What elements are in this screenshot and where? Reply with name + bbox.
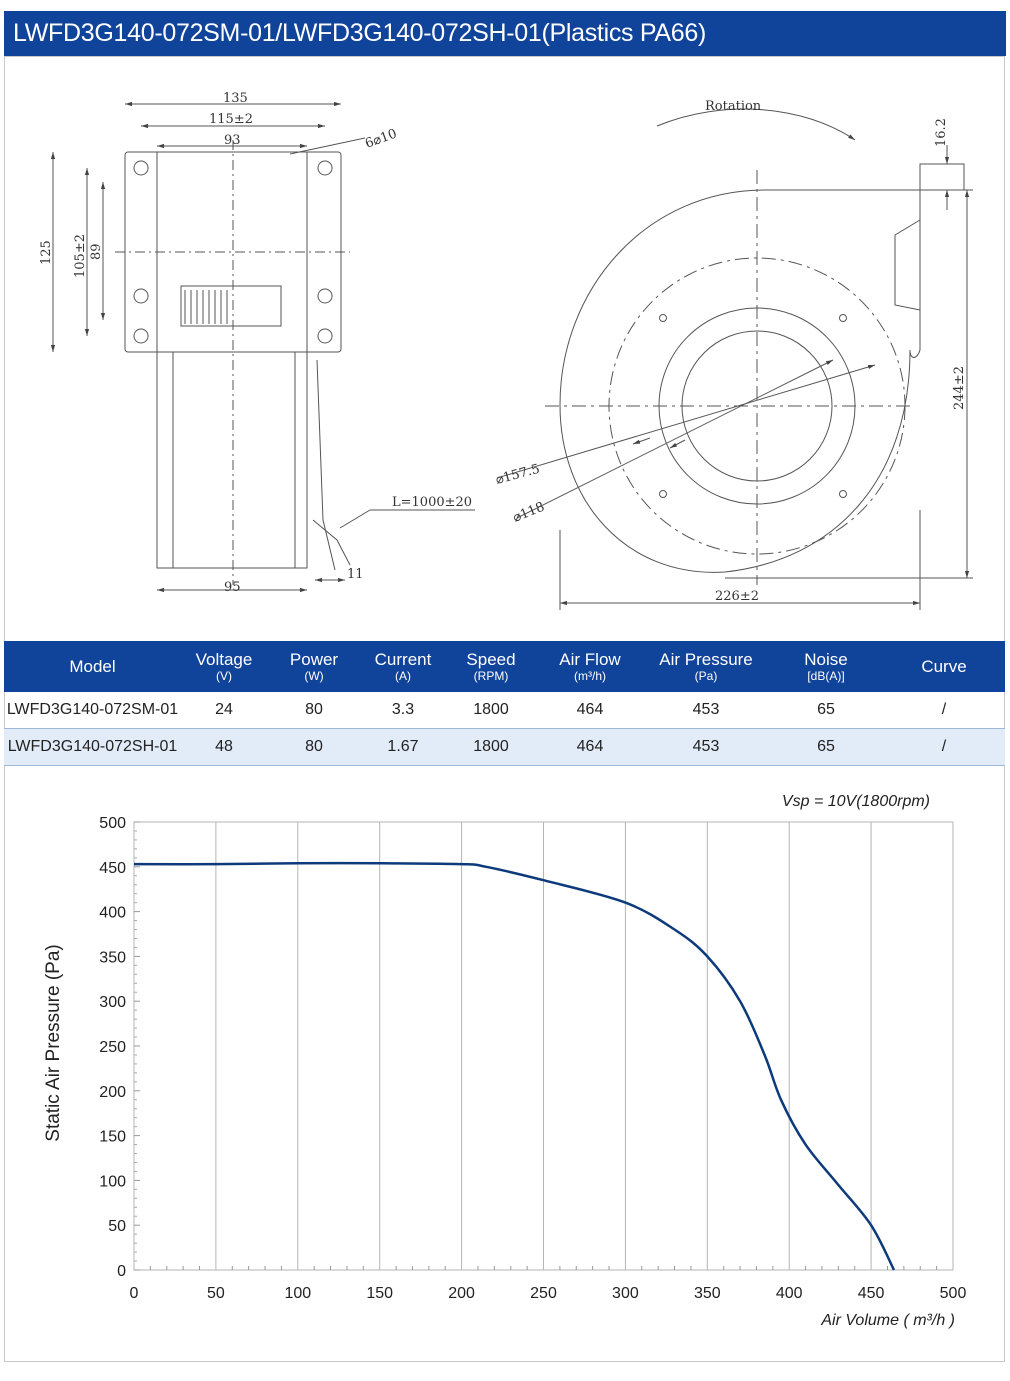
dim-226: 226±2 (715, 589, 759, 604)
front-view (53, 104, 475, 590)
cell-power: 80 (305, 701, 323, 718)
x-tick-label: 300 (612, 1285, 639, 1302)
cell-speed: 1800 (445, 729, 537, 766)
y-tick-label: 200 (99, 1083, 126, 1101)
dim-125: 125 (39, 240, 54, 265)
dim-11: 11 (347, 567, 364, 582)
x-tick-label: 200 (448, 1285, 475, 1302)
cell-airpressure: 453 (643, 729, 769, 766)
col-noise: Noise [dB(A)] (769, 641, 883, 692)
y-tick-label: 300 (99, 994, 126, 1012)
col-airflow: Air Flow (m³/h) (537, 641, 643, 692)
col-voltage: Voltage (V) (181, 641, 267, 692)
chart-title: Vsp = 10V(1800rpm) (781, 793, 930, 810)
table-row (4, 729, 1005, 766)
cell-power: 80 (267, 729, 361, 766)
x-tick-label: 150 (366, 1285, 394, 1302)
y-axis-label: Static Air Pressure (Pa) (43, 944, 64, 1142)
chart-grid (134, 822, 953, 1270)
x-tick-label: 500 (939, 1285, 967, 1302)
cell-voltage: 48 (181, 729, 267, 766)
x-tick-label: 450 (857, 1285, 885, 1302)
spec-table (4, 641, 1005, 766)
y-tick-label: 350 (99, 949, 126, 967)
rotation-label: Rotation (705, 99, 762, 114)
dim-105: 105±2 (73, 234, 88, 278)
dim-cable: L=1000±20 (392, 495, 473, 510)
x-axis-label: Air Volume ( m³/h ) (821, 1312, 955, 1329)
x-tick-labels (130, 1285, 967, 1302)
cell-curve: / (883, 729, 1005, 766)
y-tick-label: 0 (117, 1263, 126, 1280)
dim-244: 244±2 (952, 366, 967, 410)
cell-model: LWFD3G140-072SH-01 (4, 729, 181, 766)
cell-airflow: 464 (537, 729, 643, 766)
x-tick-label: 350 (693, 1285, 721, 1302)
dimension-drawing (5, 60, 1005, 635)
cell-airpressure: 453 (692, 701, 720, 718)
cell-current: 3.3 (391, 701, 415, 718)
cell-model: LWFD3G140-072SM-01 (6, 701, 179, 718)
col-speed: Speed (RPM) (445, 641, 537, 692)
dim-95: 95 (224, 580, 241, 595)
table-row (4, 692, 1005, 729)
cell-voltage: 24 (215, 701, 233, 718)
cell-current: 1.67 (361, 729, 445, 766)
cell-airflow: 464 (576, 701, 604, 718)
dim-157: ⌀157.5 (494, 461, 542, 488)
x-tick-label: 100 (284, 1285, 312, 1302)
page-title: LWFD3G140-072SM-01/LWFD3G140-072SH-01(Plastics PA66) (4, 11, 1006, 56)
x-tick-label: 50 (207, 1285, 225, 1302)
y-tick-label: 250 (99, 1039, 126, 1056)
cell-noise: 65 (817, 701, 835, 718)
y-tick-label: 100 (99, 1173, 126, 1191)
x-tick-label: 250 (530, 1285, 557, 1302)
y-tick-labels (99, 815, 126, 1280)
dim-89: 89 (89, 243, 104, 260)
col-airpressure: Air Pressure (Pa) (643, 641, 769, 692)
dim-118: ⌀118 (510, 499, 547, 526)
dim-93: 93 (224, 133, 241, 148)
dim-115: 115±2 (209, 112, 253, 127)
cell-curve: / (941, 701, 947, 718)
y-tick-label: 500 (99, 815, 126, 832)
y-tick-label: 150 (99, 1128, 126, 1146)
dim-16: 16.2 (934, 118, 949, 147)
front-dimension-labels (39, 91, 472, 595)
table-header-row (4, 641, 1005, 692)
x-tick-label: 0 (129, 1285, 139, 1302)
dim-135: 135 (223, 91, 248, 106)
x-tick-label: 400 (775, 1285, 803, 1302)
col-power: Power (W) (267, 641, 361, 692)
y-tick-label: 50 (108, 1218, 126, 1236)
series-line (134, 863, 894, 1270)
y-tick-label: 450 (99, 859, 126, 877)
y-tick-label: 400 (99, 904, 126, 922)
cell-noise: 65 (769, 729, 883, 766)
col-model: Model (4, 641, 181, 692)
side-dimension-labels (494, 99, 967, 604)
col-current: Current (A) (361, 641, 445, 692)
performance-chart (5, 770, 1005, 1360)
dim-hole: 6⌀10 (363, 126, 400, 152)
cell-speed: 1800 (473, 701, 509, 718)
side-view (497, 109, 973, 610)
col-curve: Curve (883, 641, 1005, 692)
